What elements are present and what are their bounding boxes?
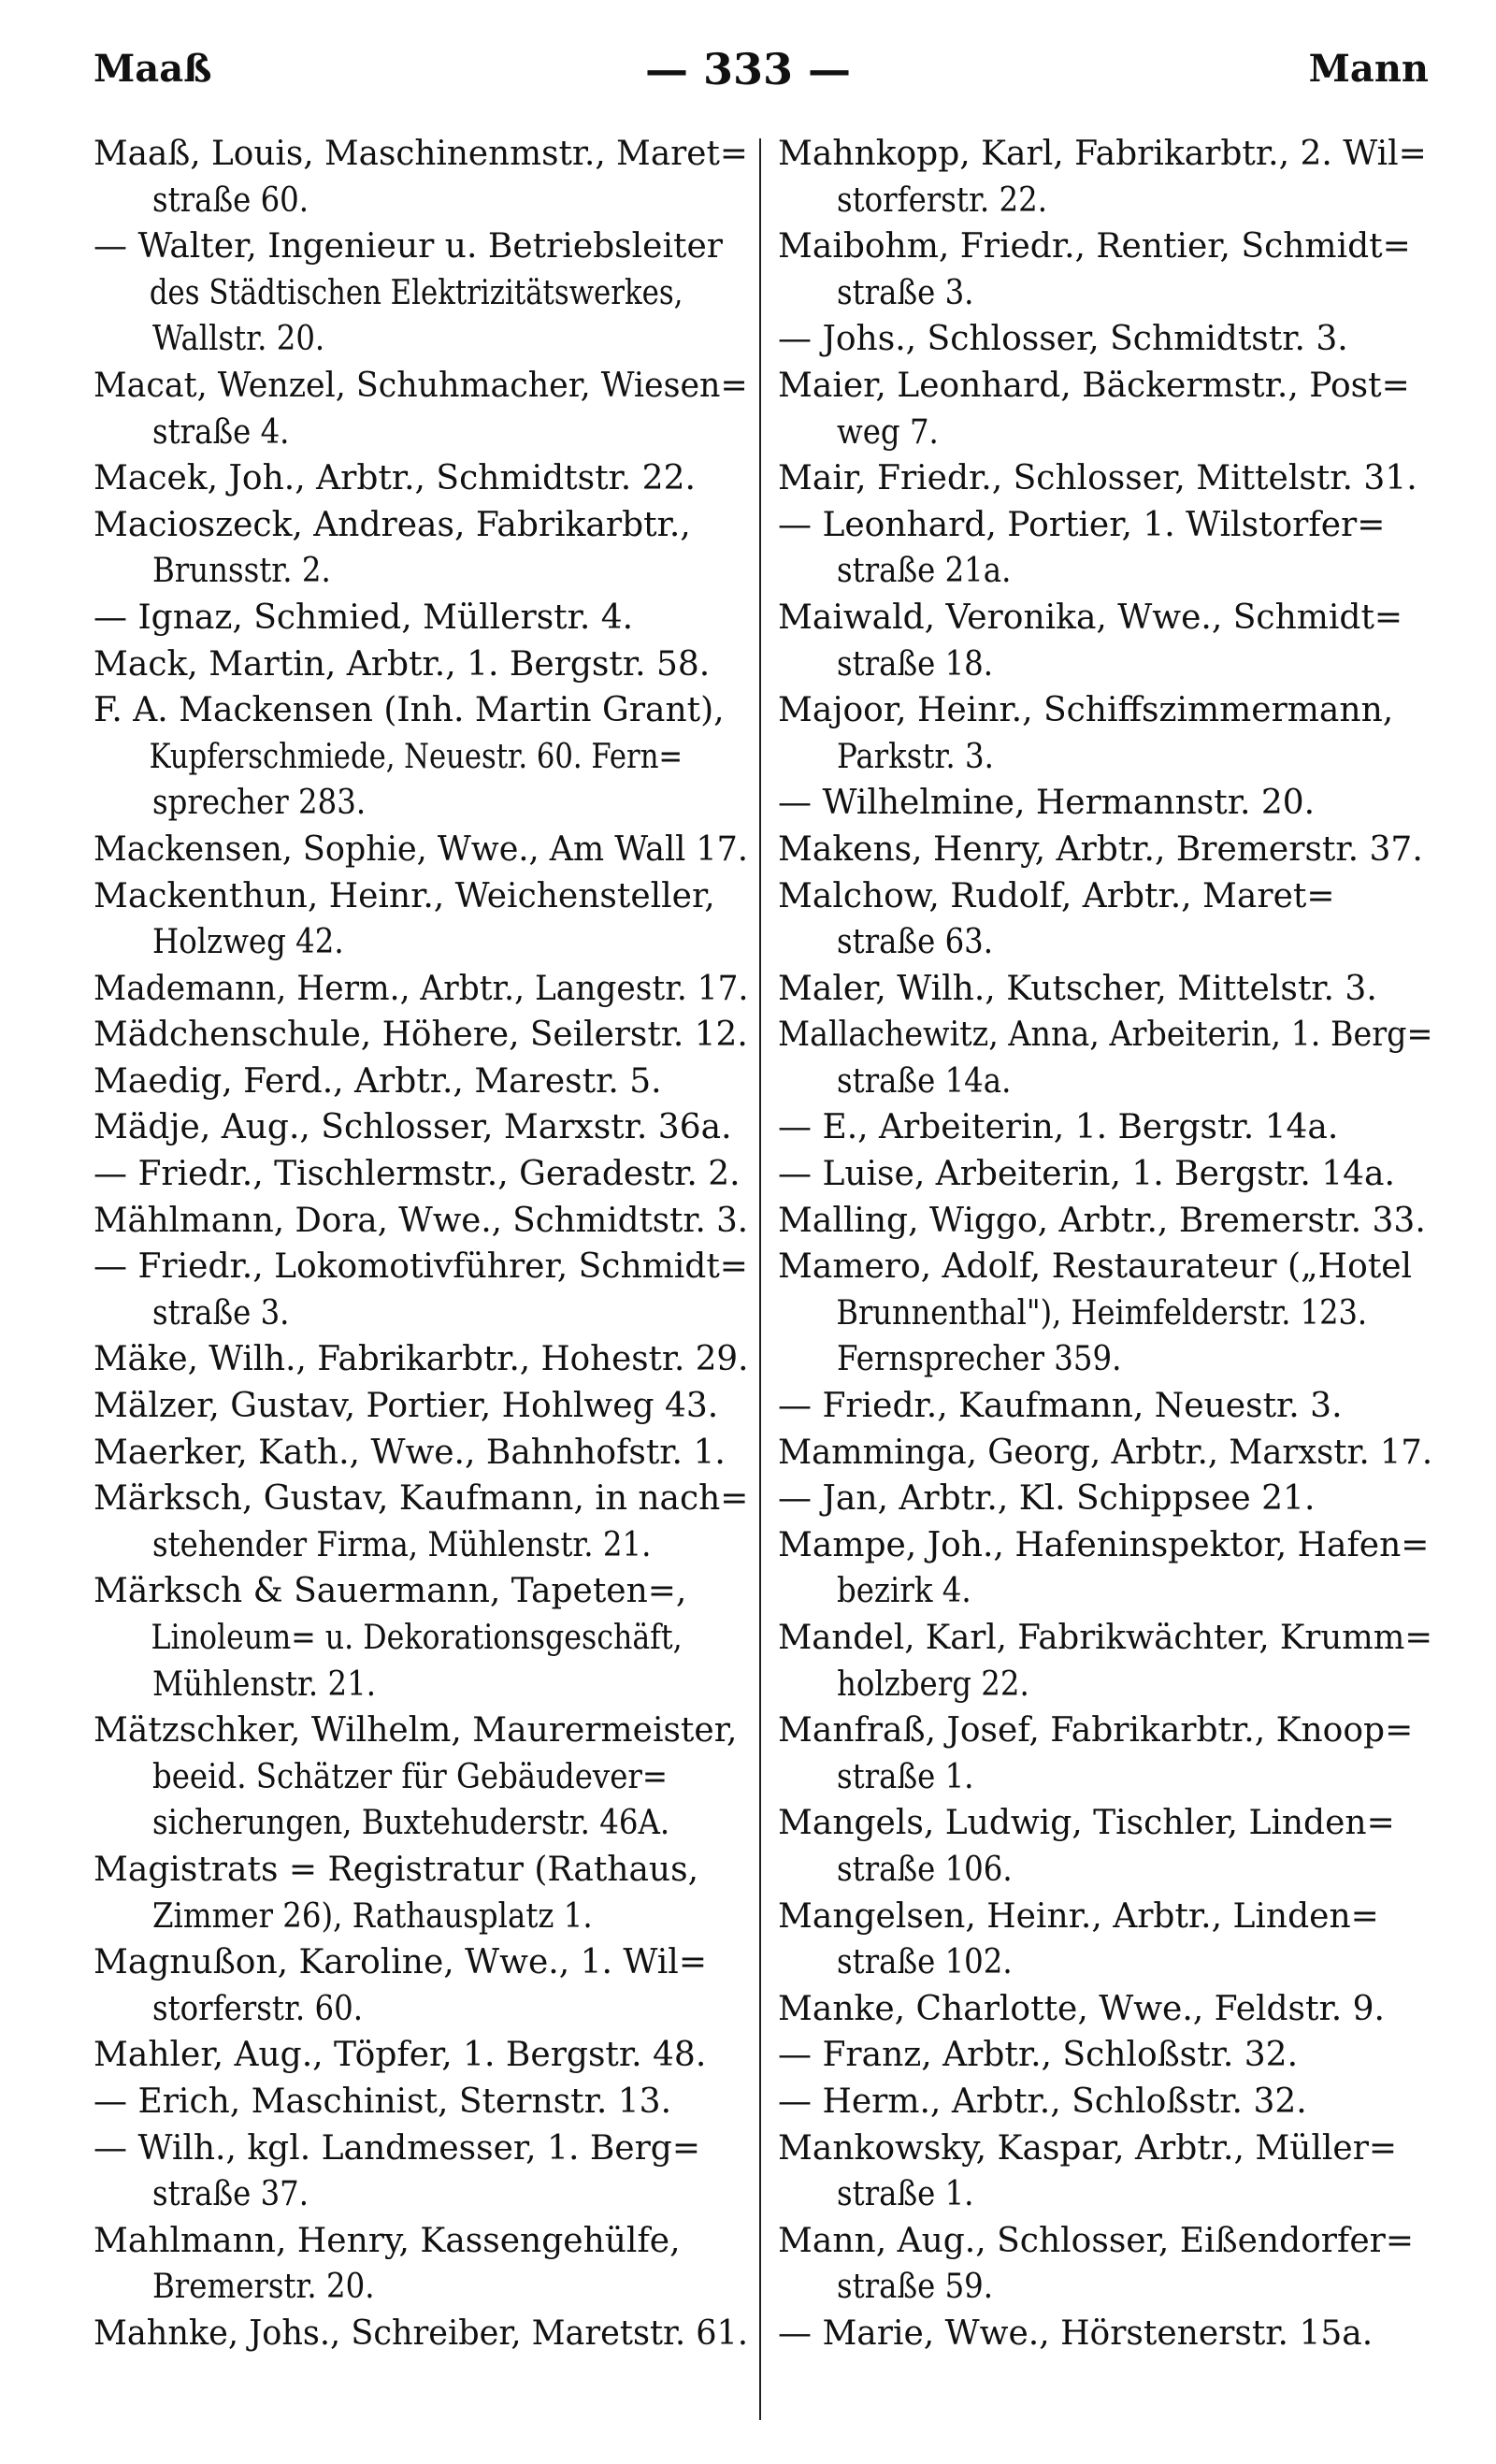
entry-line: Märksch & Sauermann, Tapeten=, xyxy=(94,1572,687,1611)
entry-line: — Friedr., Kaufmann, Neuestr. 3. xyxy=(778,1387,1343,1426)
directory-entry xyxy=(94,363,748,455)
entry-line: Manke, Charlotte, Wwe., Feldstr. 9. xyxy=(778,1989,1385,2028)
entry-line: — Herm., Arbtr., Schloßstr. 32. xyxy=(778,2082,1307,2121)
entry-continuation-line: straße 4. xyxy=(152,412,290,452)
directory-entry xyxy=(94,131,748,223)
directory-entry xyxy=(778,595,1432,687)
entry-continuation-line: straße 106. xyxy=(837,1850,1013,1889)
directory-entry xyxy=(778,1800,1432,1893)
entry-line: Mangels, Ludwig, Tischler, Linden= xyxy=(778,1804,1395,1843)
directory-entry xyxy=(778,316,1432,363)
entry-line: Manfraß, Josef, Fabrikarbtr., Knoop= xyxy=(778,1711,1414,1751)
entry-continuation-line: bezirk 4. xyxy=(837,1572,971,1611)
column-divider xyxy=(759,138,761,2420)
directory-entry xyxy=(94,873,748,966)
entry-line: Malling, Wiggo, Arbtr., Bremerstr. 33. xyxy=(778,1201,1426,1240)
directory-entry xyxy=(94,1336,748,1383)
left-column xyxy=(94,131,748,2357)
entry-line: Makens, Henry, Arbtr., Bremerstr. 37. xyxy=(778,829,1423,869)
directory-entry xyxy=(94,1104,748,1151)
directory-entry xyxy=(94,455,748,502)
entry-continuation-line: Linoleum= u. Dekorationsgeschäft, xyxy=(151,1619,683,1657)
entry-line: Mahlmann, Henry, Kassengehülfe, xyxy=(94,2221,681,2260)
entry-line: — Friedr., Lokomotivführer, Schmidt= xyxy=(94,1247,748,1287)
entry-line: — Ignaz, Schmied, Müllerstr. 4. xyxy=(94,598,634,637)
entry-line: Maler, Wilh., Kutscher, Mittelstr. 3. xyxy=(778,969,1377,1008)
header-left-keyword: Maaß xyxy=(94,47,212,91)
entry-line: Mack, Martin, Arbtr., 1. Bergstr. 58. xyxy=(94,644,711,684)
entry-line: Mampe, Joh., Hafeninspektor, Hafen= xyxy=(778,1525,1430,1564)
entry-line: Mahnke, Johs., Schreiber, Maretstr. 61. xyxy=(94,2313,748,2353)
entry-line: Mahnkopp, Karl, Fabrikarbtr., 2. Wil= xyxy=(778,135,1427,173)
entry-continuation-line: des Städtischen Elektrizitätswerkes, xyxy=(149,273,683,312)
entry-line: Maerker, Kath., Wwe., Bahnhofstr. 1. xyxy=(94,1433,726,1472)
entry-line: — Erich, Maschinist, Sternstr. 13. xyxy=(94,2082,672,2121)
directory-entry xyxy=(94,1430,748,1477)
directory-entry xyxy=(778,780,1432,827)
entry-line: Macioszeck, Andreas, Fabrikarbtr., xyxy=(94,505,691,544)
entry-line: Mäke, Wilh., Fabrikarbtr., Hohestr. 29. xyxy=(94,1340,748,1379)
entry-line: Maaß, Louis, Maschinenmstr., Maret= xyxy=(94,135,748,173)
entry-continuation-line: Brunsstr. 2. xyxy=(152,552,331,591)
entry-continuation-line: sprecher 283. xyxy=(152,784,367,823)
directory-entry xyxy=(778,966,1432,1013)
directory-entry xyxy=(778,1615,1432,1708)
directory-entry xyxy=(778,1430,1432,1477)
entry-line: Mademann, Herm., Arbtr., Langestr. 17. xyxy=(94,969,748,1008)
entry-line: — Johs., Schlosser, Schmidtstr. 3. xyxy=(778,320,1348,359)
entry-continuation-line: straße 3. xyxy=(152,1293,290,1333)
entry-continuation-line: straße 63. xyxy=(837,923,994,962)
entry-line: — Friedr., Tischlermstr., Geradestr. 2. xyxy=(94,1155,741,1194)
directory-entry xyxy=(778,1708,1432,1800)
entry-continuation-line: straße 18. xyxy=(837,644,994,684)
entry-continuation-line: sicherungen, Buxtehuderstr. 46A. xyxy=(152,1804,670,1843)
entry-line: Mann, Aug., Schlosser, Eißendorfer= xyxy=(778,2221,1414,2260)
entry-line: Majoor, Heinr., Schiffszimmermann, xyxy=(778,691,1394,730)
directory-entry xyxy=(778,1151,1432,1198)
entry-continuation-line: straße 3. xyxy=(837,273,974,312)
entry-line: — Franz, Arbtr., Schloßstr. 32. xyxy=(778,2036,1299,2075)
entry-continuation-line: Parkstr. 3. xyxy=(837,737,994,776)
directory-entry xyxy=(778,1476,1432,1522)
directory-entry xyxy=(778,1012,1432,1104)
directory-entry xyxy=(778,363,1432,455)
entry-line: — Walter, Ingenieur u. Betriebsleiter xyxy=(94,227,723,267)
directory-entry xyxy=(778,1986,1432,2033)
directory-entry xyxy=(778,1198,1432,1245)
page-number: — 333 — xyxy=(644,44,852,94)
entry-line: Mair, Friedr., Schlosser, Mittelstr. 31. xyxy=(778,459,1417,498)
entry-line: Macat, Wenzel, Schuhmacher, Wiesen= xyxy=(94,366,748,405)
entry-line: Mamero, Adolf, Restaurateur („Hotel xyxy=(778,1247,1413,1287)
directory-entry xyxy=(94,1476,748,1568)
directory-entry xyxy=(94,2218,748,2311)
entry-continuation-line: straße 60. xyxy=(152,180,309,220)
entry-continuation-line: Brunnenthal"), Heimfelderstr. 123. xyxy=(836,1293,1368,1333)
entry-continuation-line: Fernsprecher 359. xyxy=(837,1340,1122,1379)
directory-entry xyxy=(94,1244,748,1336)
entry-line: F. A. Mackensen (Inh. Martin Grant), xyxy=(94,691,725,730)
entry-line: — Marie, Wwe., Hörstenerstr. 15a. xyxy=(778,2313,1374,2353)
directory-entry xyxy=(94,1847,748,1939)
entry-continuation-line: straße 1. xyxy=(837,1757,974,1796)
entry-continuation-line: Holzweg 42. xyxy=(152,923,344,962)
entry-continuation-line: straße 102. xyxy=(837,1943,1013,1982)
right-column xyxy=(778,131,1432,2357)
directory-entry xyxy=(778,502,1432,595)
entry-continuation-line: holzberg 22. xyxy=(837,1664,1029,1704)
entry-continuation-line: weg 7. xyxy=(837,412,939,452)
entry-line: Maibohm, Friedr., Rentier, Schmidt= xyxy=(778,227,1411,267)
entry-line: Mädchenschule, Höhere, Seilerstr. 12. xyxy=(94,1016,748,1055)
directory-entry xyxy=(778,2125,1432,2218)
directory-entry xyxy=(778,223,1432,316)
entry-line: Mätzschker, Wilhelm, Maurermeister, xyxy=(94,1711,738,1751)
directory-entry xyxy=(94,223,748,363)
directory-entry xyxy=(778,2032,1432,2079)
directory-entry xyxy=(94,1059,748,1105)
directory-entry xyxy=(778,1894,1432,1986)
entry-continuation-line: Wallstr. 20. xyxy=(152,320,325,359)
directory-entry xyxy=(94,1012,748,1059)
entry-continuation-line: storferstr. 60. xyxy=(152,1989,363,2028)
entry-line: Mangelsen, Heinr., Arbtr., Linden= xyxy=(778,1896,1379,1936)
entry-line: Märksch, Gustav, Kaufmann, in nach= xyxy=(94,1479,748,1519)
directory-entry xyxy=(778,873,1432,966)
entry-continuation-line: straße 37. xyxy=(152,2175,309,2214)
entry-continuation-line: storferstr. 22. xyxy=(837,180,1047,220)
directory-entry xyxy=(94,2032,748,2079)
entry-line: Malchow, Rudolf, Arbtr., Maret= xyxy=(778,876,1335,915)
directory-entry xyxy=(94,1568,748,1708)
directory-entry xyxy=(778,827,1432,873)
entry-line: Mälzer, Gustav, Portier, Hohlweg 43. xyxy=(94,1387,719,1426)
entry-line: — Luise, Arbeiterin, 1. Bergstr. 14a. xyxy=(778,1155,1395,1194)
directory-entry xyxy=(778,2079,1432,2125)
directory-entry xyxy=(778,1522,1432,1615)
directory-entry xyxy=(778,1383,1432,1430)
entry-line: Mallachewitz, Anna, Arbeiterin, 1. Berg= xyxy=(778,1016,1432,1055)
directory-entry xyxy=(778,2311,1432,2357)
entry-continuation-line: Zimmer 26), Rathausplatz 1. xyxy=(152,1896,593,1936)
directory-entry xyxy=(778,687,1432,780)
entry-line: Mankowsky, Kaspar, Arbtr., Müller= xyxy=(778,2128,1398,2168)
directory-entry xyxy=(778,2218,1432,2311)
entry-line: Mädje, Aug., Schlosser, Marxstr. 36a. xyxy=(94,1108,732,1147)
entry-line: Maier, Leonhard, Bäckermstr., Post= xyxy=(778,366,1410,405)
directory-entry xyxy=(94,966,748,1013)
directory-entry xyxy=(778,455,1432,502)
entry-line: — Leonhard, Portier, 1. Wilstorfer= xyxy=(778,505,1386,544)
entry-line: Mählmann, Dora, Wwe., Schmidtstr. 3. xyxy=(94,1201,748,1240)
directory-entry xyxy=(94,687,748,827)
entry-line: — Jan, Arbtr., Kl. Schippsee 21. xyxy=(778,1479,1316,1519)
entry-continuation-line: Mühlenstr. 21. xyxy=(152,1664,377,1704)
header-right-keyword: Mann xyxy=(1308,47,1429,91)
entry-continuation-line: straße 14a. xyxy=(837,1061,1012,1101)
directory-entry xyxy=(94,1708,748,1847)
entry-line: Mandel, Karl, Fabrikwächter, Krumm= xyxy=(778,1619,1432,1657)
entry-line: — Wilh., kgl. Landmesser, 1. Berg= xyxy=(94,2128,701,2168)
entry-line: — Wilhelmine, Hermannstr. 20. xyxy=(778,784,1316,823)
entry-continuation-line: Kupferschmiede, Neuestr. 60. Fern= xyxy=(149,737,683,776)
entry-line: Magistrats = Registratur (Rathaus, xyxy=(94,1850,699,1889)
entry-line: Mahler, Aug., Töpfer, 1. Bergstr. 48. xyxy=(94,2036,707,2075)
entry-line: Mamminga, Georg, Arbtr., Marxstr. 17. xyxy=(778,1433,1432,1472)
entry-line: Mackensen, Sophie, Wwe., Am Wall 17. xyxy=(94,829,748,869)
directory-entry xyxy=(94,1939,748,2032)
directory-entry xyxy=(94,502,748,595)
directory-entry xyxy=(778,1104,1432,1151)
directory-entry xyxy=(94,827,748,873)
directory-entry xyxy=(778,131,1432,223)
directory-entry xyxy=(94,2311,748,2357)
directory-entry xyxy=(94,1383,748,1430)
directory-entry xyxy=(94,2079,748,2125)
entry-line: — E., Arbeiterin, 1. Bergstr. 14a. xyxy=(778,1108,1339,1147)
entry-continuation-line: stehender Firma, Mühlenstr. 21. xyxy=(152,1525,652,1564)
entry-continuation-line: straße 59. xyxy=(837,2268,994,2307)
entry-continuation-line: straße 1. xyxy=(837,2175,974,2214)
entry-line: Maiwald, Veronika, Wwe., Schmidt= xyxy=(778,598,1403,637)
directory-entry xyxy=(94,641,748,688)
entry-line: Macek, Joh., Arbtr., Schmidtstr. 22. xyxy=(94,459,696,498)
entry-continuation-line: Bremerstr. 20. xyxy=(152,2268,375,2307)
directory-entry xyxy=(94,2125,748,2218)
directory-entry xyxy=(94,595,748,641)
directory-entry xyxy=(778,1244,1432,1383)
entry-line: Magnußon, Karoline, Wwe., 1. Wil= xyxy=(94,1943,707,1982)
entry-continuation-line: straße 21a. xyxy=(837,552,1012,591)
entry-line: Mackenthun, Heinr., Weichensteller, xyxy=(94,876,715,915)
directory-entry xyxy=(94,1151,748,1198)
entry-line: Maedig, Ferd., Arbtr., Marestr. 5. xyxy=(94,1061,662,1101)
directory-entry xyxy=(94,1198,748,1245)
entry-continuation-line: beeid. Schätzer für Gebäudever= xyxy=(152,1757,669,1796)
